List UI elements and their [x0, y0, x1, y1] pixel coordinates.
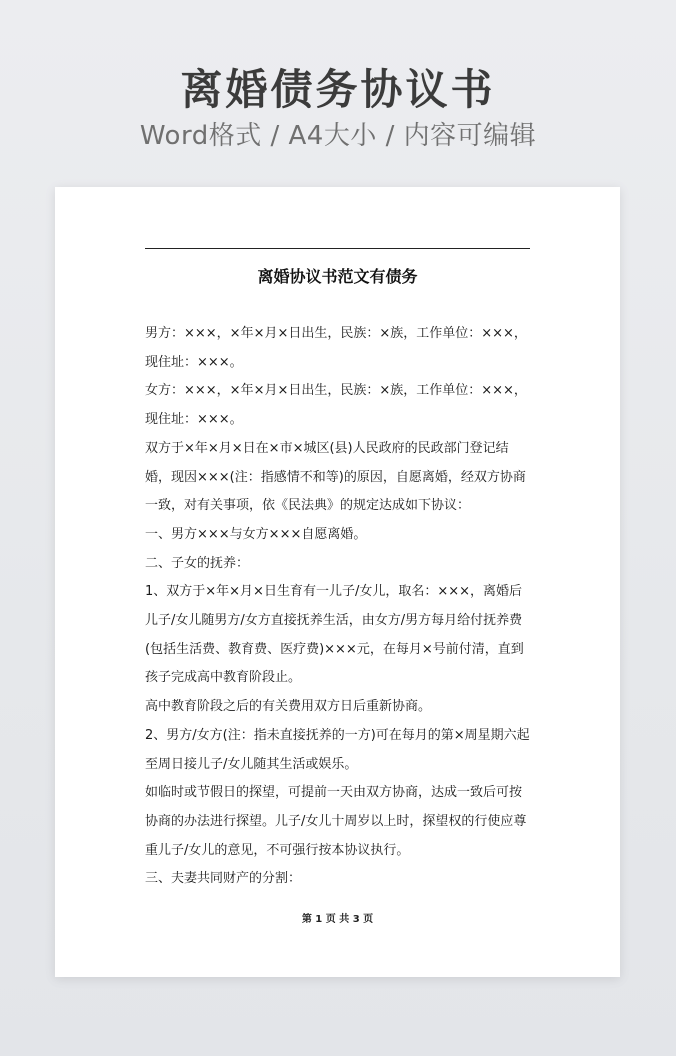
paragraph-marriage-registration: 双方于×年×月×日在×市×城区(县)人民政府的民政部门登记结婚，现因×××(注：指感情不和等)的原因，自愿离婚，经双方协商一致，对有关事项，依《民法典》的规定达成如下协议： — [145, 440, 526, 514]
document-body — [145, 320, 533, 894]
paragraph-male-party: 男方：×××，×年×月×日出生，民族：×族，工作单位：×××，现住址：×××。 — [145, 326, 527, 370]
document-page — [55, 187, 620, 977]
paragraph-holiday-visitation: 如临时或节假日的探望，可提前一天由双方协商，达成一致后可按协商的办法进行探望。儿子/女儿十周岁以上时，探望权的行使应尊重儿子/女儿的意见，不可强行按本协议执行。 — [145, 785, 527, 858]
paragraph-visitation: 2、男方/女方(注：指未直接抚养的一方)可在每月的第×周星期六起至周日接儿子/女儿随其生活或娱乐。 — [145, 727, 530, 772]
paragraph-clause-3-heading: 三、夫妻共同财产的分割： — [145, 871, 302, 887]
paragraph-child-custody: 1、双方于×年×月×日生育有一儿子/女儿，取名：×××，离婚后儿子/女儿随男方/女方直接抚养生活，由女方/男方每月给付抚养费(包括生活费、教育费、医疗费)×××元，在每月×号前付清，直到孩子完成高中教育阶段止。 — [145, 584, 524, 686]
paragraph-clause-2-heading: 二、子女的抚养： — [145, 555, 250, 571]
header-divider — [145, 248, 530, 249]
document-title: 离婚协议书范文有债务 — [257, 267, 418, 286]
paragraph-clause-1: 一、男方×××与女方×××自愿离婚。 — [145, 526, 367, 542]
paragraph-after-high-school: 高中教育阶段之后的有关费用双方日后重新协商。 — [145, 699, 432, 715]
banner-subtitle: Word格式 / A4大小 / 内容可编辑 — [139, 121, 537, 151]
page-number-footer: 第 1 页 共 3 页 — [301, 914, 374, 925]
paragraph-female-party: 女方：×××，×年×月×日出生，民族：×族，工作单位：×××，现住址：×××。 — [145, 383, 527, 428]
banner-title: 离婚债务协议书 — [180, 65, 496, 114]
